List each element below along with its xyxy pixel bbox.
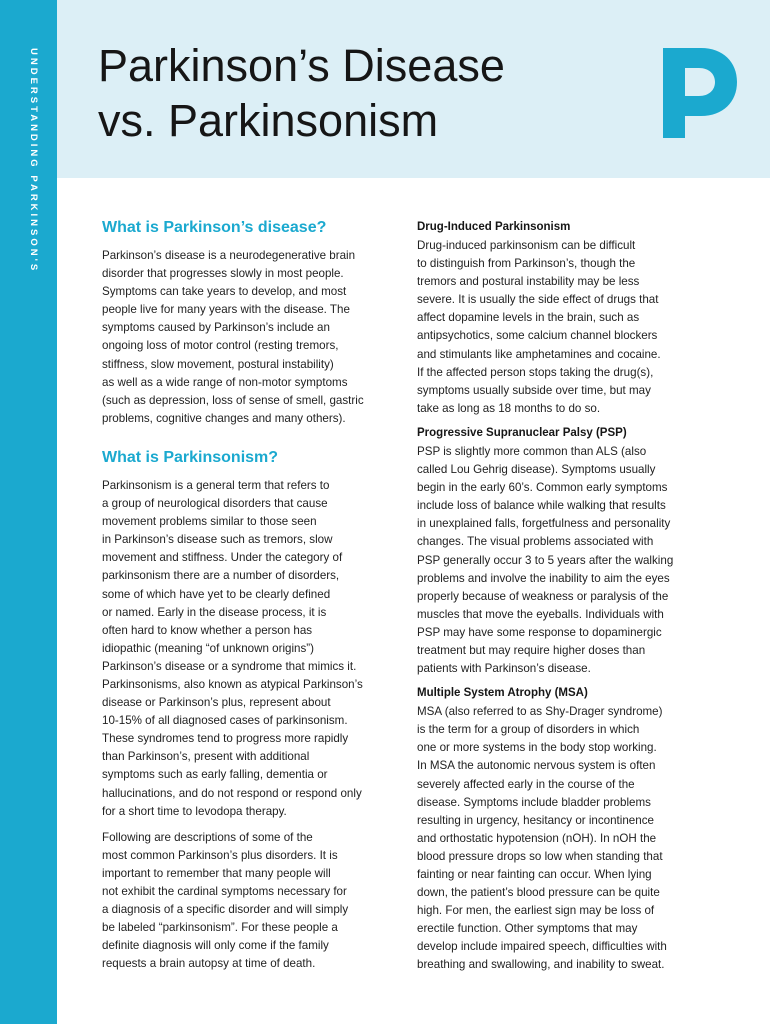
text-line: problems and involve the inability to aim the eyes [417,571,670,585]
heading-psp: Progressive Supranuclear Palsy (PSP) [417,426,627,439]
text-line: Parkinsonism is a general term that refers to [102,478,330,492]
text-line: a group of neurological disorders that cause [102,497,328,511]
text-line: to distinguish from Parkinson’s, though the [417,257,636,271]
sidebar-band [0,0,57,1024]
text-line: important to remember that many people will [102,866,331,880]
text-line: definite diagnosis will only come if the family [102,939,329,953]
text-line: parkinsonism there are a number of disorders, [102,569,340,583]
text-line: requests a brain autopsy at time of death. [102,957,316,971]
text-line: ongoing loss of motor control (resting tremors, [102,339,339,353]
text-line: in Parkinson’s disease such as tremors, slow [102,533,333,547]
text-line: disorder that progresses slowly in most people. [102,267,344,281]
text-line: as well as a wide range of non-motor symptoms [102,375,348,389]
text-line: most common Parkinson’s plus disorders. It is [102,848,338,862]
text-line: severely affected early in the course of the [417,777,635,791]
text-line: breathing and swallowing, and inability to sweat. [417,958,665,972]
text-line: or named. Early in the disease process, it is [102,605,327,619]
text-line: movement and stiffness. Under the category of [102,551,343,565]
text-line: (such as depression, loss of sense of smell, gastric [102,393,364,407]
text-line: MSA (also referred to as Shy-Drager syndrome) [417,705,663,719]
text-line: These syndromes tend to progress more rapidly [102,732,349,746]
title-line-2: vs. Parkinsonism [98,95,439,146]
text-line: movement problems similar to those seen [102,515,317,529]
text-line: Drug-induced parkinsonism can be difficult [417,239,636,252]
text-line: treatment but may require higher doses than [417,643,646,657]
heading-drug-induced: Drug-Induced Parkinsonism [417,221,571,233]
text-line: affect dopamine levels in the brain, such as [417,311,640,325]
text-line: PSP is slightly more common than ALS (also [417,444,647,458]
text-line: Following are descriptions of some of the [102,830,313,844]
text-line: properly because of weakness or paralysis of the [417,589,669,603]
text-line: a diagnosis of a specific disorder and will simply [102,903,349,917]
text-line: than Parkinson’s, present with additional [102,750,310,764]
text-line: called Lou Gehrig disease). Symptoms usually [417,463,656,477]
text-line: symptoms usually subside over time, but may [417,383,651,397]
text-line: Parkinsonisms, also known as atypical Parkinson’s [102,677,363,691]
text-line: be labeled “parkinsonism”. For these people a [102,921,338,935]
text-line: If the affected person stops taking the drug(s), [417,365,654,379]
text-line: down, the patient’s blood pressure can be quite [417,886,660,900]
text-line: symptoms caused by Parkinson’s include an [102,321,330,335]
text-line: in unexplained falls, forgetfulness and personality [417,517,671,531]
text-line: include loss of balance while walking that results [417,499,666,513]
text-line: often hard to know whether a person has [102,623,313,637]
text-line: take as long as 18 months to do so. [417,401,601,415]
text-line: high. For men, the earliest sign may be loss of [417,904,655,918]
text-line: changes. The visual problems associated with [417,535,654,549]
paragraph-msa [417,703,717,974]
text-line: symptoms such as early falling, dementia or [102,768,328,782]
text-line: Parkinson’s disease or a syndrome that mimics it. [102,659,357,673]
text-line: resulting in urgency, hesitancy or incontinence [417,813,654,827]
text-line: patients with Parkinson’s disease. [417,662,591,676]
sidebar-label: UNDERSTANDING PARKINSON'S [28,48,39,274]
text-line: one or more systems in the body stop working. [417,741,657,755]
text-line: Parkinson’s disease is a neurodegenerative brain [102,249,356,262]
text-line: muscles that move the eyeballs. Individuals with [417,607,664,621]
left-column [102,218,402,973]
text-line: 10-15% of all diagnosed cases of parkinsonism. [102,714,348,728]
text-line: Symptoms can take years to develop, and most [102,285,347,299]
paragraph-parkinsonism-definition [102,477,402,821]
parkinson-p-logo-icon [663,48,737,138]
text-line: develop include impaired speech, difficulties with [417,940,667,954]
title-line-1: Parkinson’s Disease [98,40,505,91]
text-line: begin in the early 60’s. Common early symptoms [417,481,668,495]
text-line: and orthostatic hypotension (nOH). In nOH the [417,831,657,845]
text-line: people live for many years with the disease. The [102,303,350,317]
text-line: fainting or near fainting can occur. When lying [417,868,652,881]
text-line: erectile function. Other symptoms that may [417,922,638,936]
page-title [98,38,505,148]
heading-what-is-parkinsons: What is Parkinson’s disease? [102,219,327,236]
paragraph-psp [417,443,717,678]
text-line: disease. Symptoms include bladder problems [417,795,651,809]
text-line: tremors and postural instability may be less [417,275,640,289]
right-column [417,220,717,975]
paragraph-parkinsons-definition [102,247,402,428]
paragraph-drug-induced [417,237,717,418]
text-line: not exhibit the cardinal symptoms necessary for [102,885,347,898]
text-line: hallucinations, and do not respond or respond only [102,786,362,800]
heading-msa: Multiple System Atrophy (MSA) [417,687,588,700]
text-line: severe. It is usually the side effect of drugs that [417,293,659,307]
text-line: for a short time to levodopa therapy. [102,804,287,818]
text-line: stiffness, slow movement, postural instability) [102,357,334,371]
heading-what-is-parkinsonism: What is Parkinsonism? [102,448,279,466]
text-line: some of which have yet to be clearly defined [102,587,331,601]
text-line: disease or Parkinson’s plus, represent about [102,696,331,710]
text-line: is the term for a group of disorders in which [417,723,640,737]
text-line: PSP generally occur 3 to 5 years after the walking [417,553,674,567]
text-line: In MSA the autonomic nervous system is often [417,759,656,773]
text-line: blood pressure drops so low when standing that [417,849,663,863]
text-line: PSP may have some response to dopaminergic [417,625,662,639]
text-line: idiopathic (meaning “of unknown origins”) [102,641,315,655]
text-line: antipsychotics, some calcium channel blockers [417,329,658,343]
text-line: and stimulants like amphetamines and cocaine. [417,347,661,361]
paragraph-parkinsons-plus-intro [102,829,402,974]
text-line: problems, cognitive changes and many others). [102,411,346,425]
